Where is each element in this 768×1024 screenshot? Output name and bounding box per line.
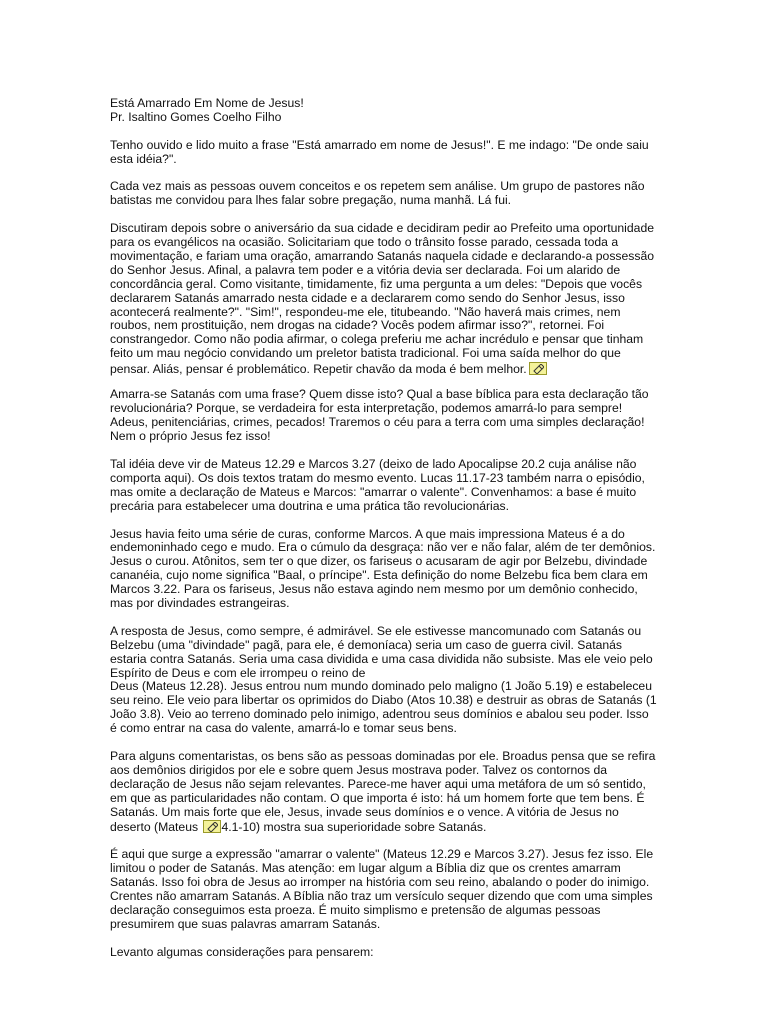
paragraph-3 <box>110 222 658 361</box>
paragraph-3-last-text: pensar. Aliás, pensar é problemático. Repetir chavão da moda é bem melhor. <box>110 362 527 377</box>
paragraph-8-part-b: 4.1-10) mostra sua superioridade sobre Satanás. <box>221 819 487 834</box>
paragraph-3-last-line <box>110 361 658 377</box>
sticky-note-icon[interactable] <box>203 820 221 833</box>
paragraph-9: É aqui que surge a expressão "amarrar o valente" (Mateus 12.29 e Marcos 3.27). Jesus fez isso. Ele limitou o poder de Satanás. Mas atenção: em lugar algum a Bíblia diz que os crentes amarram Satanás. Isso foi obra de Jesus ao irromper na história com seu reino, abalando o poder do inimigo. Crentes não amarram Satanás. A Bíblia não traz um versículo sequer dizendo que com uma simples declaração conseguimos esta proeza. É muito simplismo e pretensão de algumas pessoas presumirem que suas palavras amarram Satanás. <box>110 847 654 931</box>
paragraph-8 <box>110 750 658 834</box>
paragraph-3-text: Discutiram depois sobre o aniversário da sua cidade e decidiram pedir ao Prefeito uma oportunidade para os evangélicos na ocasião. Solicitariam que todo o trânsito fosse parado, cessada toda a movimentação, e fariam uma oração, amarrando Satanás naquela cidade e declarando-a possessão do Senhor Jesus. Afinal, a palavra tem poder e a vitória devia ser declarada. Foi um alarido de concordância geral. Como visitante, timidamente, fiz uma pergunta a um deles: "Depois que vocês declararem Satanás amarrado nesta cidade e a declararem como sendo do Senhor Jesus, isso acontecerá realmente?". "Sim!", respondeu-me ele, titubeando. "Não haverá mais crimes, nem roubos, nem prostituição, nem drogas na cidade? Vocês podem afirmar isso?", retornei. Foi constrangedor. Como não podia afirmar, o colega preferiu me achar incrédulo e pensar que tinham feito um mau negócio convidando um preletor batista tradicional. Foi uma saída melhor do que <box>110 221 655 361</box>
paragraph-4: Amarra-se Satanás com uma frase? Quem disse isto? Qual a base bíblica para esta declaração tão revolucionária? Porque, se verdadeira for esta interpretação, podemos amarrá-lo para sempre! Adeus, penitenciárias, crimes, pecados! Traremos o céu para a terra com uma simples declaração! Nem o próprio Jesus fez isso! <box>110 387 649 444</box>
paragraph-7-part-a: A resposta de Jesus, como sempre, é admirável. Se ele estivesse mancomunado com Satanás ou Belzebu (uma "divindade" pagã, para ele, é demoníaca) seria um caso de guerra civil. Satanás estaria contra Satanás. Seria uma casa dividida e uma casa dividida não subsiste. Mas ele veio pelo Espírito de Deus e com ele irrompeu o reino de <box>110 623 653 680</box>
paragraph-7-part-b: Deus (Mateus 12.28). Jesus entrou num mundo dominado pelo maligno (1 João 5.19) e estabeleceu seu reino. Ele veio para libertar os oprimidos do Diabo (Atos 10.38) e destruir as obras de Satanás (1 João 3.8). Veio ao terreno dominado pelo inimigo, adentrou seus domínios e abalou seu poder. Isso é como entrar na casa do valente, amarrá-lo e tomar seus bens. <box>110 679 657 736</box>
paragraph-5: Tal idéia deve vir de Mateus 12.29 e Marcos 3.27 (deixo de lado Apocalipse 20.2 cuja análise não comporta aqui). Os dois textos tratam do mesmo evento. Lucas 11.17-23 também narra o episódio, mas omite a declaração de Mateus e Marcos: "amarrar o valente". Convenhamos: a base é muito precária para estabelecer uma doutrina e uma prática tão revolucionárias. <box>110 456 645 513</box>
sticky-note-icon[interactable] <box>529 362 547 375</box>
paragraph-6: Jesus havia feito uma série de curas, conforme Marcos. A que mais impressiona Mateus é a do endemoninhado cego e mudo. Era o cúmulo da desgraça: não ver e não falar, além de ter demônios. Jesus o curou. Atônitos, sem ter o que dizer, os fariseus o acusaram de agir por Belzebu, divindade cananéia, cujo nome significa "Baal, o príncipe". Esta definição do nome Belzebu fica bem clara em Marcos 3.22. Para os fariseus, Jesus não estava agindo nem mesmo por um demônio conhecido, mas por divindades estrangeiras. <box>110 526 656 611</box>
title-block <box>110 97 658 125</box>
paragraph-2: Cada vez mais as pessoas ouvem conceitos e os repetem sem análise. Um grupo de pastores não batistas me convidou para lhes falar sobre pregação, numa manhã. Lá fui. <box>110 179 645 208</box>
paragraph-7 <box>110 625 658 736</box>
paragraph-8-part-a: Para alguns comentaristas, os bens são as pessoas dominadas por ele. Broadus pensa que se refira aos demônios dirigidos por ele e sobre quem Jesus mostrava poder. Talvez os contornos da declaração de Jesus não sejam relevantes. Parece-me haver aqui uma metáfora de um só sentido, em que as particularidades não contam. O que importa é isto: há um homem forte que tem bens. É Satanás. Um mais forte que ele, Jesus, invade seus domínios e o vence. A vitória de Jesus no deserto (Mateus <box>110 748 656 834</box>
document-page <box>110 97 658 973</box>
document-title: Está Amarrado Em Nome de Jesus! <box>110 96 304 110</box>
paragraph-1: Tenho ouvido e lido muito a frase "Está amarrado em nome de Jesus!". E me indago: "De onde saiu esta idéia?". <box>110 137 649 166</box>
document-author: Pr. Isaltino Gomes Coelho Filho <box>110 109 282 124</box>
paragraph-10: Levanto algumas considerações para pensarem: <box>110 944 374 959</box>
